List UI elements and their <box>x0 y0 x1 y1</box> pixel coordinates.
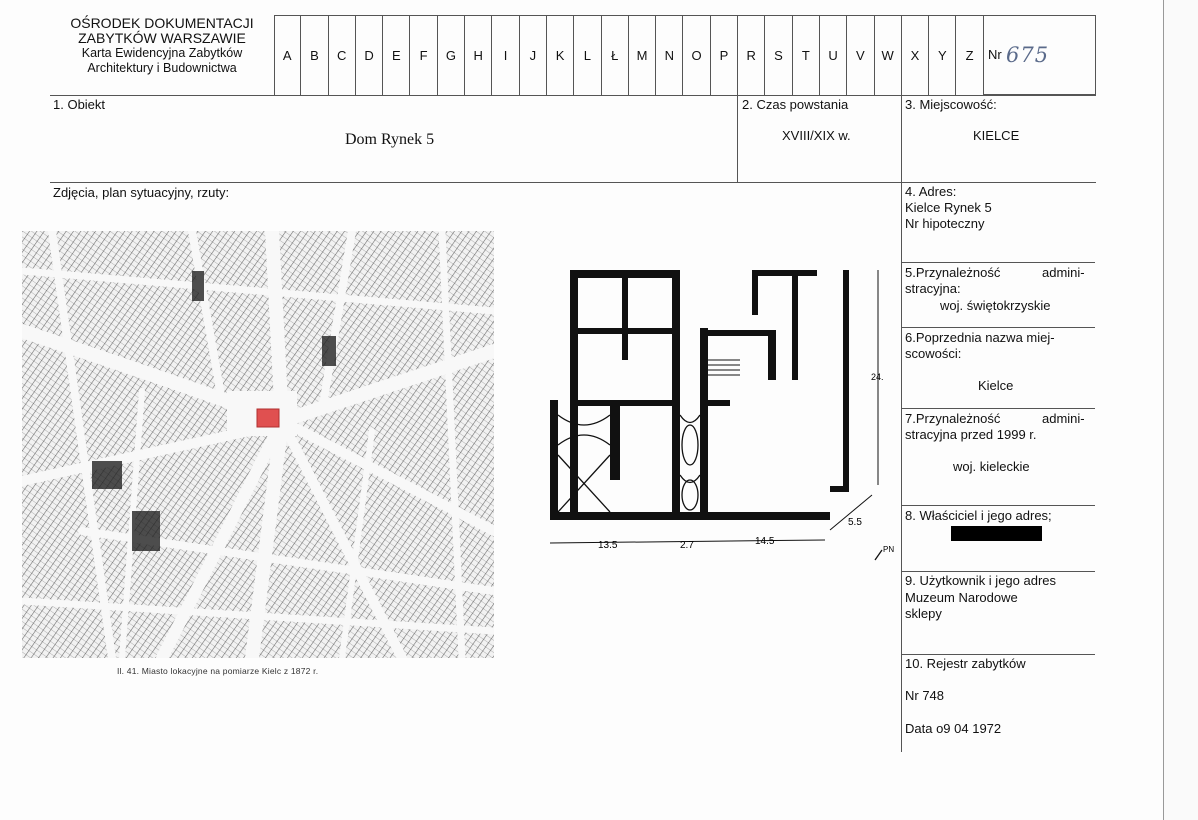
adres-label: 4. Adres: <box>905 184 957 199</box>
wlasciciel-label: 8. Właściciel i jego adres; <box>905 508 1052 523</box>
obiekt-value: Dom Rynek 5 <box>345 131 435 148</box>
index-letter-cell: K <box>547 16 574 95</box>
czas-value: XVIII/XIX w. <box>782 128 851 143</box>
field-separator <box>901 262 1095 263</box>
field-separator <box>901 327 1095 328</box>
miejscowosc-value: KIELCE <box>973 128 1020 143</box>
przynaleznosc-label-a: 5.Przynależność <box>905 265 1001 280</box>
index-letter-cell: I <box>492 16 519 95</box>
index-letter-cell: O <box>683 16 710 95</box>
field-separator <box>901 408 1095 409</box>
north-label: PN <box>883 545 895 554</box>
index-letter-cell: T <box>793 16 820 95</box>
index-letter-cell: Y <box>929 16 956 95</box>
field-separator <box>901 571 1095 572</box>
card-title-line2: Architektury i Budownictwa <box>87 61 237 75</box>
organization-header <box>50 16 274 76</box>
adres-line2: Nr hipoteczny <box>905 216 985 231</box>
index-letters-row <box>274 16 984 95</box>
rejestr-nr: Nr 748 <box>905 688 945 703</box>
miejscowosc-label: 3. Miejscowość: <box>905 97 997 112</box>
przynaleznosc-1999-label-b: admini- <box>1042 411 1085 426</box>
index-letter-cell: X <box>902 16 929 95</box>
uzytkownik-label: 9. Użytkownik i jego adres <box>905 573 1057 588</box>
przynaleznosc-label-c: stracyjna: <box>905 281 961 296</box>
map-caption: Il. 41. Miasto lokacyjne na pomiarze Kielc z 1872 r. <box>117 666 319 676</box>
org-name-line2: ZABYTKÓW WARSZAWIE <box>78 30 246 46</box>
przynaleznosc-1999-label-a: 7.Przynależność <box>905 411 1001 426</box>
przynaleznosc-1999-label-c: stracyjna przed 1999 r. <box>905 427 1037 442</box>
row1-divider-a <box>737 95 738 182</box>
index-letter-cell: B <box>301 16 328 95</box>
index-letter-cell: C <box>329 16 356 95</box>
index-letter-cell: Ł <box>602 16 629 95</box>
index-letter-cell: J <box>520 16 547 95</box>
czas-label: 2. Czas powstania <box>742 97 849 112</box>
nr-label: Nr <box>988 47 1002 62</box>
index-letter-cell: P <box>711 16 738 95</box>
index-letter-cell: V <box>847 16 874 95</box>
header-bottom-border <box>50 95 1096 96</box>
przynaleznosc-label-b: admini- <box>1042 265 1085 280</box>
floor-plan-svg <box>510 230 895 570</box>
poprzednia-label-a: 6.Poprzednia nazwa miej- <box>905 330 1055 345</box>
redacted-owner-block <box>951 526 1042 541</box>
card-title-line1: Karta Ewidencyjna Zabytków <box>81 46 243 60</box>
dim-label-side: 24. <box>871 372 884 382</box>
index-letter-cell: W <box>875 16 902 95</box>
number-box <box>983 15 1096 95</box>
index-letter-cell: G <box>438 16 465 95</box>
index-letter-cell: H <box>465 16 492 95</box>
przynaleznosc-1999-value: woj. kieleckie <box>953 459 1030 474</box>
rejestr-label: 10. Rejestr zabytków <box>905 656 1026 671</box>
przynaleznosc-value: woj. świętokrzyskie <box>940 298 1051 313</box>
index-letter-cell: N <box>656 16 683 95</box>
index-letter-cell: R <box>738 16 765 95</box>
nr-handwritten-value: 675 <box>1006 43 1050 67</box>
index-letter-cell: M <box>629 16 656 95</box>
field-separator <box>901 505 1095 506</box>
dim-label-14-5: 14.5 <box>755 536 775 547</box>
poprzednia-label-b: scowości: <box>905 346 962 361</box>
scanned-paper-edge <box>1163 0 1198 820</box>
city-map-image <box>22 231 494 658</box>
index-letter-cell: L <box>574 16 601 95</box>
index-letter-cell: Z <box>956 16 983 95</box>
dim-label-5-5: 5.5 <box>848 517 862 528</box>
index-letter-cell: U <box>820 16 847 95</box>
poprzednia-value: Kielce <box>978 378 1014 393</box>
index-letter-cell: F <box>410 16 437 95</box>
uzytkownik-line1: Muzeum Narodowe <box>905 590 1018 605</box>
index-letter-cell: E <box>383 16 410 95</box>
zdjecia-label: Zdjęcia, plan sytuacyjny, rzuty: <box>53 185 230 200</box>
adres-line1: Kielce Rynek 5 <box>905 200 992 215</box>
city-map-drawing <box>22 231 494 658</box>
index-letter-cell: A <box>274 16 301 95</box>
index-letter-cell: S <box>765 16 792 95</box>
highlighted-building <box>257 409 279 427</box>
floor-plan-drawing <box>510 230 895 570</box>
dim-label-13-5: 13.5 <box>598 540 618 551</box>
obiekt-label: 1. Obiekt <box>53 97 106 112</box>
field-separator <box>901 654 1095 655</box>
rejestr-data: Data o9 04 1972 <box>905 721 1002 736</box>
row1-bottom-border <box>50 182 1096 183</box>
org-name-line1: OŚRODEK DOKUMENTACJI <box>70 15 254 31</box>
dim-label-2-7: 2.7 <box>680 540 694 551</box>
index-letter-cell: D <box>356 16 383 95</box>
uzytkownik-line2: sklepy <box>905 606 942 621</box>
